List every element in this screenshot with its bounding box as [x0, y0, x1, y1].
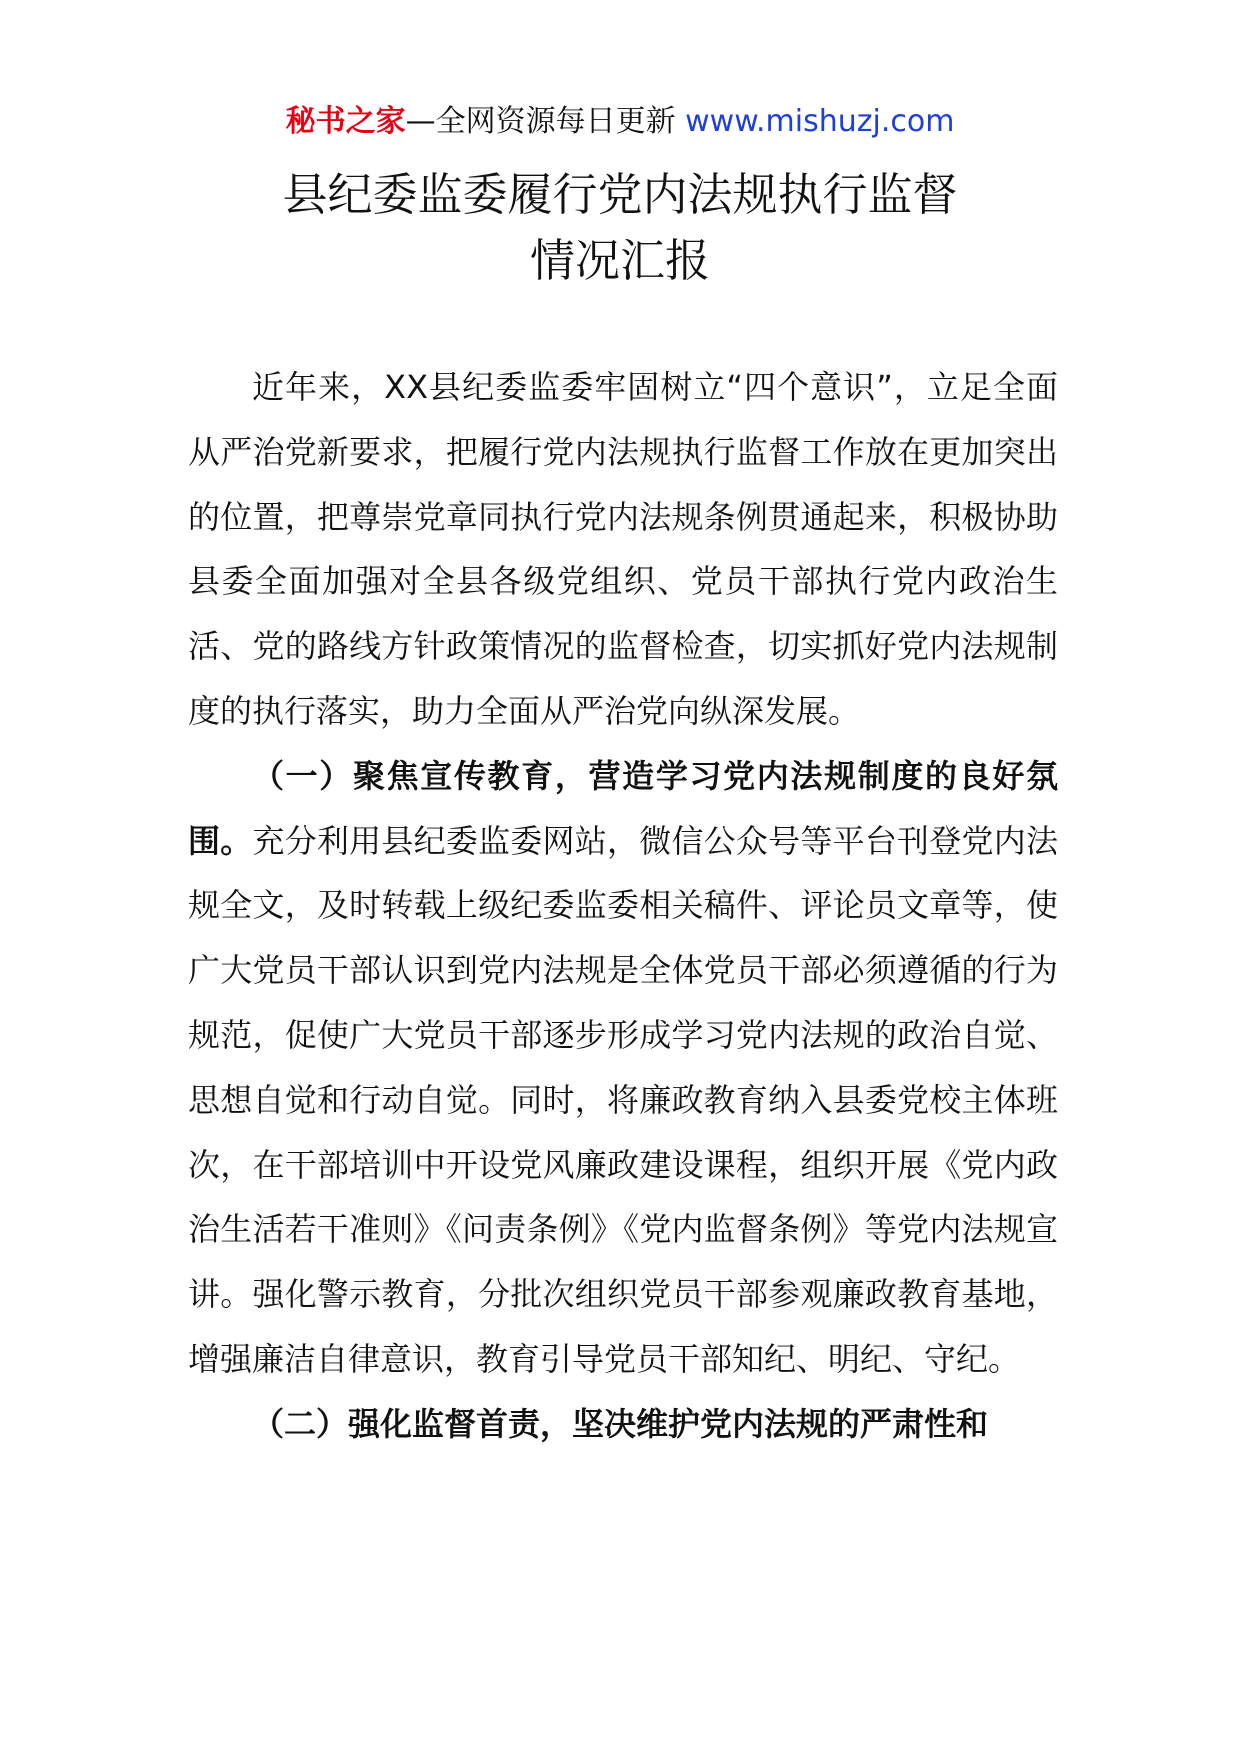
section-2-heading: （二）强化监督首责，坚决维护党内法规的严肃性和: [252, 1404, 989, 1443]
document-title: [0, 162, 1240, 294]
title-line-2: 情况汇报: [529, 234, 710, 287]
section-1-paragraph: [188, 744, 1058, 1392]
site-url-link[interactable]: www.mishuzj.com: [685, 104, 955, 139]
title-line-1: 县纪委监委履行党内法规执行监督: [282, 168, 958, 221]
section-2-paragraph: [188, 1392, 1058, 1457]
document-body: [188, 355, 1058, 1457]
intro-paragraph: 近年来，XX县纪委监委牢固树立“四个意识”，立足全面从严治党新要求，把履行党内法规执行监督工作放在更加突出的位置，把尊崇党章同执行党内法规条例贯通起来，积极协助县委全面加强对全县各级党组织、党员干部执行党内政治生活、党的路线方针政策情况的监督检查，切实抓好党内法规制度的执行落实，助力全面从严治党向纵深发展。: [188, 368, 1058, 730]
brand-name: 秘书之家: [285, 104, 406, 139]
header-slogan: —全网资源每日更新: [405, 104, 686, 139]
section-1-body: 充分利用县纪委监委网站，微信公众号等平台刊登党内法规全文，及时转载上级纪委监委相关稿件、评论员文章等，使广大党员干部认识到党内法规是全体党员干部必须遵循的行为规范，促使广大党员干部逐步形成学习党内法规的政治自觉、思想自觉和行动自觉。同时，将廉政教育纳入县委党校主体班次，在干部培训中开设党风廉政建设课程，组织开展《党内政治生活若干准则》《问责条例》《党内监督条例》等党内法规宣讲。强化警示教育，分批次组织党员干部参观廉政教育基地，增强廉洁自律意识，教育引导党员干部知纪、明纪、守纪。: [188, 821, 1058, 1378]
site-header: [0, 100, 1240, 144]
section-1-heading: （一）聚焦宣传教育，营造学习党内法规制度的良好氛围。: [188, 756, 1058, 860]
